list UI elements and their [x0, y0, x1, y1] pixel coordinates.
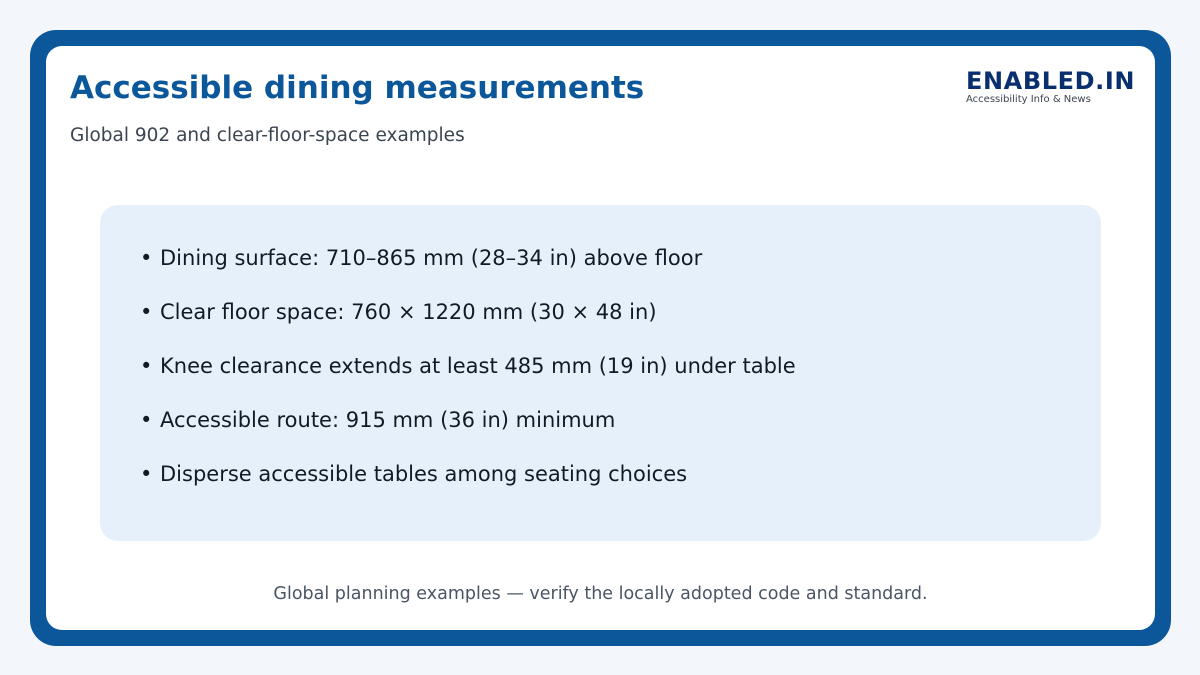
measurements-panel [100, 205, 1101, 541]
bullet-icon: • [140, 354, 153, 378]
list-item [140, 243, 796, 297]
bullet-icon: • [140, 408, 153, 432]
list-item [140, 459, 796, 513]
list-item-text: Knee clearance extends at least 485 mm (19 in) under table [160, 354, 796, 378]
page-title: Accessible dining measurements [70, 70, 645, 106]
page-subtitle: Global 902 and clear-floor-space examples [70, 125, 465, 146]
bullet-icon: • [140, 462, 153, 486]
enabled-in-logo [966, 68, 1136, 106]
slide-card [46, 46, 1155, 630]
list-item-text: Disperse accessible tables among seating choices [160, 462, 688, 486]
list-item-text: Accessible route: 915 mm (36 in) minimum [160, 408, 616, 432]
list-item [140, 405, 796, 459]
measurements-list [140, 243, 796, 513]
footnote: Global planning examples — verify the locally adopted code and standard. [273, 584, 928, 604]
bullet-icon: • [140, 300, 153, 324]
bullet-icon: • [140, 246, 153, 270]
list-item [140, 351, 796, 405]
list-item-text: Dining surface: 710–865 mm (28–34 in) above floor [160, 246, 703, 270]
list-item [140, 297, 796, 351]
logo-tagline: Accessibility Info & News [966, 94, 1091, 105]
list-item-text: Clear floor space: 760 × 1220 mm (30 × 48 in) [160, 300, 657, 324]
logo-wordmark: ENABLED.IN [966, 67, 1136, 95]
